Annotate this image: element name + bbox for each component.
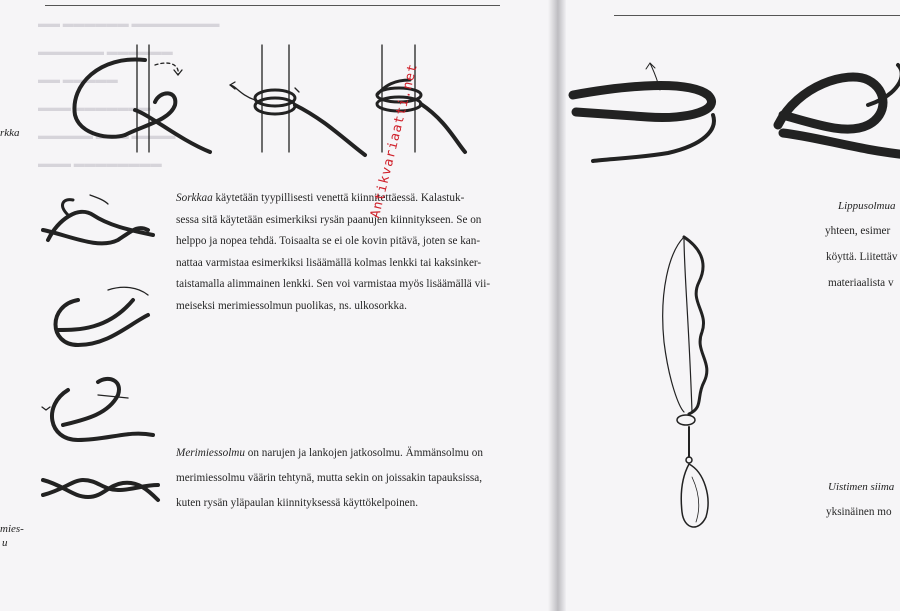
- sorkkaa-line-2: sessa sitä käytetään esimerkiksi rysän paanujen kiinnitykseen. Se on: [176, 213, 482, 226]
- margin-caption-sorkka: rkka: [0, 127, 20, 139]
- merimiessolmu-line-1: Merimiessolmu on narujen ja lankojen jatkosolmu. Ämmänsolmu on: [176, 447, 483, 459]
- right-text-line-2: köyttä. Liitettäv: [826, 251, 898, 263]
- reef-step-2: [56, 287, 149, 345]
- right-text-line-3: materiaalista v: [828, 277, 894, 289]
- sorkkaa-paragraph: [176, 188, 502, 318]
- lippusolmu-illustration: [568, 55, 900, 185]
- caption-lippusolmu: Lippusolmua: [838, 200, 896, 212]
- reef-step-4: [43, 480, 158, 500]
- book-gutter: [548, 0, 566, 611]
- merimiessolmu-paragraph: [176, 441, 502, 516]
- merimiessolmu-term: Merimiessolmu: [176, 447, 245, 459]
- sorkkaa-line-5: taistamalla alimmainen lenkki. Sen voi varmistaa myös lisäämällä vii-: [176, 278, 491, 291]
- merimiessolmu-line-3: kuten rysän yläpaulan kiinnityksessä käyttökelpoinen.: [176, 497, 419, 509]
- right-text-line-1: yhteen, esimer: [825, 225, 891, 237]
- sorkkaa-line-6: meiseksi merimiessolmun puolikas, ns. ulkosorkka.: [176, 299, 407, 312]
- sorkka-step-1: [74, 45, 210, 152]
- sorkkaa-line-4: nattaa varmistaa esimerkiksi lisäämällä kolmas lenkki tai kaksinker-: [176, 256, 482, 269]
- margin-caption-merimiessolmu: mies-: [0, 523, 24, 535]
- merimiessolmu-line-2: merimiessolmu väärin tehtynä, mutta sekin on joissakin tapauksissa,: [176, 472, 483, 484]
- reef-step-1: [43, 195, 153, 243]
- sorkka-step-2: [230, 45, 365, 155]
- caption-uistimen: Uistimen siima: [828, 481, 895, 493]
- show-through-text: ▬▬ ▬▬▬▬▬▬ ▬▬▬▬▬▬▬▬ ▬▬▬▬▬▬ ▬▬▬▬▬▬ ▬▬ ▬▬▬▬▬ ▬▬▬ ▬▬▬▬▬▬▬ ▬▬▬▬▬ ▬▬▬ ▬▬▬▬ ▬▬▬ ▬▬▬▬▬▬▬▬: [38, 18, 220, 170]
- sorkkaa-term: Sorkkaa: [176, 192, 213, 204]
- sorkkaa-line-3: helppo ja nopea tehdä. Toisaalta se ei ole kovin pitävä, joten se kan-: [176, 235, 481, 248]
- uistin-knot-illustration: [644, 232, 754, 542]
- reef-step-3: [42, 379, 153, 440]
- watermark: Antikvariaatti.net: [368, 61, 421, 220]
- margin-caption-merimiessolmu-cont: u: [2, 537, 8, 549]
- right-text-line-4: yksinäinen mo: [826, 506, 892, 518]
- right-page-top-rule: [614, 15, 900, 16]
- sorkkaa-line-1: Sorkkaa käytetään tyypillisesti venettä kiinnitettäessä. Kalastuk-: [176, 192, 465, 204]
- merimiessolmu-knot-illustration: [38, 190, 168, 520]
- lure-spoon: [681, 464, 708, 527]
- left-page-top-rule: [45, 5, 500, 6]
